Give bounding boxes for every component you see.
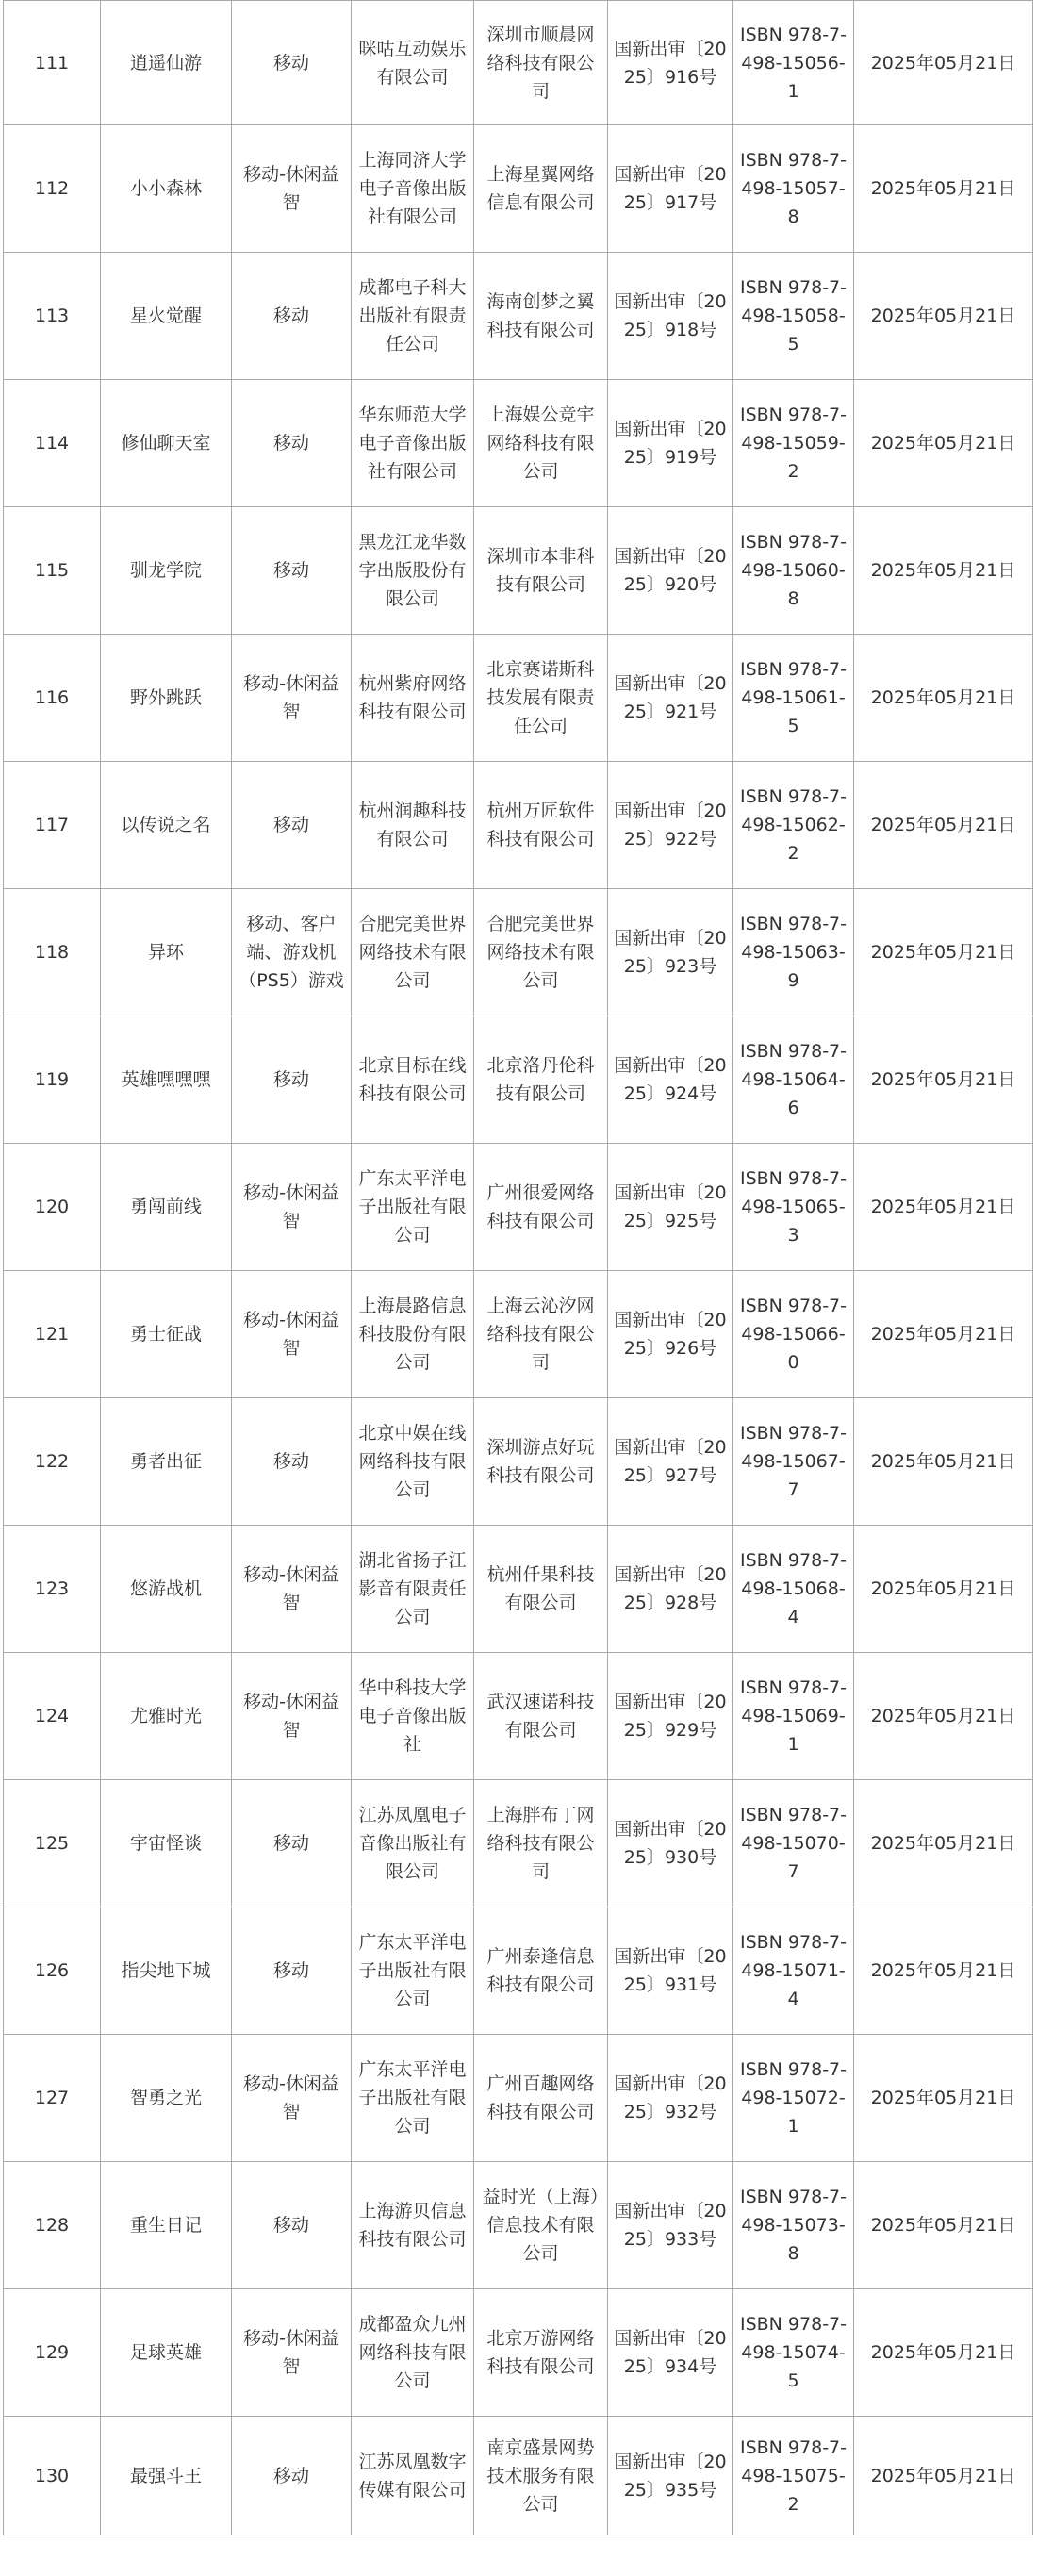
operator-cell: 上海娱公竞宇网络科技有限公司 [474, 380, 608, 507]
row-number-cell: 125 [4, 1780, 101, 1907]
approval-number-cell: 国新出审〔2025〕930号 [608, 1780, 733, 1907]
isbn-cell: ISBN 978-7-498-15062-2 [733, 762, 854, 889]
approval-number-cell: 国新出审〔2025〕929号 [608, 1653, 733, 1780]
approval-number-cell: 国新出审〔2025〕921号 [608, 635, 733, 762]
isbn-cell: ISBN 978-7-498-15057-8 [733, 125, 854, 253]
table-row [4, 1, 1033, 125]
operator-cell: 合肥完美世界网络技术有限公司 [474, 889, 608, 1016]
game-name-cell: 野外跳跃 [101, 635, 232, 762]
row-number-cell: 119 [4, 1016, 101, 1144]
row-number-cell: 117 [4, 762, 101, 889]
publisher-cell: 广东太平洋电子出版社有限公司 [352, 1144, 474, 1271]
game-type-cell: 移动-休闲益智 [232, 125, 352, 253]
game-type-cell: 移动 [232, 762, 352, 889]
game-name-cell: 英雄嘿嘿嘿 [101, 1016, 232, 1144]
approval-number-cell: 国新出审〔2025〕922号 [608, 762, 733, 889]
approval-date-cell: 2025年05月21日 [854, 635, 1033, 762]
approval-date-cell: 2025年05月21日 [854, 1398, 1033, 1526]
game-type-cell: 移动-休闲益智 [232, 1526, 352, 1653]
row-number-cell: 122 [4, 1398, 101, 1526]
isbn-cell: ISBN 978-7-498-15063-9 [733, 889, 854, 1016]
isbn-cell: ISBN 978-7-498-15073-8 [733, 2162, 854, 2289]
approval-number-cell: 国新出审〔2025〕926号 [608, 1271, 733, 1398]
operator-cell: 深圳市本非科技有限公司 [474, 507, 608, 635]
table-row [4, 762, 1033, 889]
table-row [4, 1780, 1033, 1907]
row-number-cell: 121 [4, 1271, 101, 1398]
publisher-cell: 江苏凤凰数字传媒有限公司 [352, 2417, 474, 2535]
approval-date-cell: 2025年05月21日 [854, 2289, 1033, 2417]
operator-cell: 深圳游点好玩科技有限公司 [474, 1398, 608, 1526]
approval-date-cell: 2025年05月21日 [854, 2162, 1033, 2289]
publisher-cell: 黑龙江龙华数字出版股份有限公司 [352, 507, 474, 635]
approval-date-cell: 2025年05月21日 [854, 2417, 1033, 2535]
isbn-cell: ISBN 978-7-498-15069-1 [733, 1653, 854, 1780]
table-row [4, 1907, 1033, 2035]
isbn-cell: ISBN 978-7-498-15066-0 [733, 1271, 854, 1398]
operator-cell: 南京盛景网势技术服务有限公司 [474, 2417, 608, 2535]
game-approval-table [3, 0, 1033, 2535]
game-type-cell: 移动 [232, 1, 352, 125]
row-number-cell: 116 [4, 635, 101, 762]
isbn-cell: ISBN 978-7-498-15060-8 [733, 507, 854, 635]
game-name-cell: 逍遥仙游 [101, 1, 232, 125]
approval-date-cell: 2025年05月21日 [854, 1016, 1033, 1144]
game-type-cell: 移动-休闲益智 [232, 1271, 352, 1398]
approval-date-cell: 2025年05月21日 [854, 1144, 1033, 1271]
isbn-cell: ISBN 978-7-498-15064-6 [733, 1016, 854, 1144]
publisher-cell: 成都盈众九州网络科技有限公司 [352, 2289, 474, 2417]
game-type-cell: 移动 [232, 507, 352, 635]
table-row [4, 2417, 1033, 2535]
approval-number-cell: 国新出审〔2025〕923号 [608, 889, 733, 1016]
game-name-cell: 小小森林 [101, 125, 232, 253]
game-type-cell: 移动 [232, 1016, 352, 1144]
table-row [4, 2035, 1033, 2162]
isbn-cell: ISBN 978-7-498-15067-7 [733, 1398, 854, 1526]
row-number-cell: 120 [4, 1144, 101, 1271]
game-name-cell: 星火觉醒 [101, 253, 232, 380]
game-name-cell: 勇闯前线 [101, 1144, 232, 1271]
operator-cell: 广州泰逢信息科技有限公司 [474, 1907, 608, 2035]
approval-date-cell: 2025年05月21日 [854, 1780, 1033, 1907]
approval-number-cell: 国新出审〔2025〕924号 [608, 1016, 733, 1144]
isbn-cell: ISBN 978-7-498-15059-2 [733, 380, 854, 507]
publisher-cell: 华东师范大学电子音像出版社有限公司 [352, 380, 474, 507]
game-type-cell: 移动、客户端、游戏机（PS5）游戏 [232, 889, 352, 1016]
game-name-cell: 重生日记 [101, 2162, 232, 2289]
table-row [4, 1144, 1033, 1271]
game-name-cell: 悠游战机 [101, 1526, 232, 1653]
game-type-cell: 移动 [232, 2162, 352, 2289]
approval-number-cell: 国新出审〔2025〕933号 [608, 2162, 733, 2289]
approval-date-cell: 2025年05月21日 [854, 507, 1033, 635]
approval-number-cell: 国新出审〔2025〕918号 [608, 253, 733, 380]
approval-date-cell: 2025年05月21日 [854, 1653, 1033, 1780]
game-name-cell: 最强斗王 [101, 2417, 232, 2535]
table-row [4, 125, 1033, 253]
row-number-cell: 128 [4, 2162, 101, 2289]
isbn-cell: ISBN 978-7-498-15068-4 [733, 1526, 854, 1653]
table-body [4, 1, 1033, 2535]
approval-date-cell: 2025年05月21日 [854, 889, 1033, 1016]
game-type-cell: 移动 [232, 1907, 352, 2035]
game-name-cell: 勇者出征 [101, 1398, 232, 1526]
table-row [4, 2289, 1033, 2417]
approval-number-cell: 国新出审〔2025〕919号 [608, 380, 733, 507]
publisher-cell: 北京中娱在线网络科技有限公司 [352, 1398, 474, 1526]
approval-date-cell: 2025年05月21日 [854, 125, 1033, 253]
isbn-cell: ISBN 978-7-498-15071-4 [733, 1907, 854, 2035]
game-name-cell: 以传说之名 [101, 762, 232, 889]
row-number-cell: 126 [4, 1907, 101, 2035]
publisher-cell: 广东太平洋电子出版社有限公司 [352, 2035, 474, 2162]
publisher-cell: 上海游贝信息科技有限公司 [352, 2162, 474, 2289]
table-row [4, 635, 1033, 762]
approval-number-cell: 国新出审〔2025〕925号 [608, 1144, 733, 1271]
isbn-cell: ISBN 978-7-498-15058-5 [733, 253, 854, 380]
game-name-cell: 指尖地下城 [101, 1907, 232, 2035]
operator-cell: 海南创梦之翼科技有限公司 [474, 253, 608, 380]
row-number-cell: 129 [4, 2289, 101, 2417]
operator-cell: 北京万游网络科技有限公司 [474, 2289, 608, 2417]
approval-date-cell: 2025年05月21日 [854, 2035, 1033, 2162]
row-number-cell: 123 [4, 1526, 101, 1653]
approval-number-cell: 国新出审〔2025〕931号 [608, 1907, 733, 2035]
isbn-cell: ISBN 978-7-498-15070-7 [733, 1780, 854, 1907]
game-type-cell: 移动-休闲益智 [232, 2035, 352, 2162]
isbn-cell: ISBN 978-7-498-15061-5 [733, 635, 854, 762]
operator-cell: 杭州仟果科技有限公司 [474, 1526, 608, 1653]
game-name-cell: 修仙聊天室 [101, 380, 232, 507]
publisher-cell: 合肥完美世界网络技术有限公司 [352, 889, 474, 1016]
game-name-cell: 宇宙怪谈 [101, 1780, 232, 1907]
approval-number-cell: 国新出审〔2025〕916号 [608, 1, 733, 125]
table-row [4, 1271, 1033, 1398]
approval-date-cell: 2025年05月21日 [854, 1907, 1033, 2035]
game-type-cell: 移动 [232, 1398, 352, 1526]
game-name-cell: 勇士征战 [101, 1271, 232, 1398]
operator-cell: 武汉速诺科技有限公司 [474, 1653, 608, 1780]
game-type-cell: 移动 [232, 253, 352, 380]
approval-number-cell: 国新出审〔2025〕928号 [608, 1526, 733, 1653]
publisher-cell: 北京目标在线科技有限公司 [352, 1016, 474, 1144]
publisher-cell: 咪咕互动娱乐有限公司 [352, 1, 474, 125]
approval-date-cell: 2025年05月21日 [854, 380, 1033, 507]
approval-number-cell: 国新出审〔2025〕934号 [608, 2289, 733, 2417]
operator-cell: 北京洛丹伦科技有限公司 [474, 1016, 608, 1144]
approval-number-cell: 国新出审〔2025〕932号 [608, 2035, 733, 2162]
table-row [4, 2162, 1033, 2289]
game-name-cell: 智勇之光 [101, 2035, 232, 2162]
operator-cell: 上海云沁汐网络科技有限公司 [474, 1271, 608, 1398]
game-type-cell: 移动 [232, 2417, 352, 2535]
approval-number-cell: 国新出审〔2025〕935号 [608, 2417, 733, 2535]
isbn-cell: ISBN 978-7-498-15075-2 [733, 2417, 854, 2535]
isbn-cell: ISBN 978-7-498-15074-5 [733, 2289, 854, 2417]
isbn-cell: ISBN 978-7-498-15065-3 [733, 1144, 854, 1271]
operator-cell: 益时光（上海）信息技术有限公司 [474, 2162, 608, 2289]
publisher-cell: 江苏凤凰电子音像出版社有限公司 [352, 1780, 474, 1907]
approval-date-cell: 2025年05月21日 [854, 1526, 1033, 1653]
approval-date-cell: 2025年05月21日 [854, 1271, 1033, 1398]
row-number-cell: 118 [4, 889, 101, 1016]
table-row [4, 1016, 1033, 1144]
table-row [4, 507, 1033, 635]
operator-cell: 深圳市顺晨网络科技有限公司 [474, 1, 608, 125]
approval-date-cell: 2025年05月21日 [854, 253, 1033, 380]
publisher-cell: 上海同济大学电子音像出版社有限公司 [352, 125, 474, 253]
row-number-cell: 124 [4, 1653, 101, 1780]
publisher-cell: 上海晨路信息科技股份有限公司 [352, 1271, 474, 1398]
row-number-cell: 114 [4, 380, 101, 507]
publisher-cell: 杭州紫府网络科技有限公司 [352, 635, 474, 762]
publisher-cell: 杭州润趣科技有限公司 [352, 762, 474, 889]
approval-number-cell: 国新出审〔2025〕917号 [608, 125, 733, 253]
operator-cell: 广州很爱网络科技有限公司 [474, 1144, 608, 1271]
row-number-cell: 113 [4, 253, 101, 380]
row-number-cell: 127 [4, 2035, 101, 2162]
table-row [4, 889, 1033, 1016]
operator-cell: 上海胖布丁网络科技有限公司 [474, 1780, 608, 1907]
approval-number-cell: 国新出审〔2025〕920号 [608, 507, 733, 635]
row-number-cell: 130 [4, 2417, 101, 2535]
publisher-cell: 成都电子科大出版社有限责任公司 [352, 253, 474, 380]
row-number-cell: 112 [4, 125, 101, 253]
game-type-cell: 移动 [232, 380, 352, 507]
game-type-cell: 移动-休闲益智 [232, 2289, 352, 2417]
table-row [4, 1526, 1033, 1653]
game-type-cell: 移动-休闲益智 [232, 1653, 352, 1780]
isbn-cell: ISBN 978-7-498-15072-1 [733, 2035, 854, 2162]
game-type-cell: 移动-休闲益智 [232, 635, 352, 762]
game-name-cell: 足球英雄 [101, 2289, 232, 2417]
game-name-cell: 驯龙学院 [101, 507, 232, 635]
row-number-cell: 111 [4, 1, 101, 125]
operator-cell: 广州百趣网络科技有限公司 [474, 2035, 608, 2162]
publisher-cell: 广东太平洋电子出版社有限公司 [352, 1907, 474, 2035]
approval-number-cell: 国新出审〔2025〕927号 [608, 1398, 733, 1526]
approval-date-cell: 2025年05月21日 [854, 1, 1033, 125]
operator-cell: 杭州万匠软件科技有限公司 [474, 762, 608, 889]
table-row [4, 380, 1033, 507]
publisher-cell: 湖北省扬子江影音有限责任公司 [352, 1526, 474, 1653]
row-number-cell: 115 [4, 507, 101, 635]
game-type-cell: 移动 [232, 1780, 352, 1907]
table-row [4, 1653, 1033, 1780]
table-row [4, 1398, 1033, 1526]
operator-cell: 北京赛诺斯科技发展有限责任公司 [474, 635, 608, 762]
operator-cell: 上海星翼网络信息有限公司 [474, 125, 608, 253]
game-type-cell: 移动-休闲益智 [232, 1144, 352, 1271]
table-row [4, 253, 1033, 380]
approval-date-cell: 2025年05月21日 [854, 762, 1033, 889]
publisher-cell: 华中科技大学电子音像出版社 [352, 1653, 474, 1780]
game-name-cell: 异环 [101, 889, 232, 1016]
game-name-cell: 尤雅时光 [101, 1653, 232, 1780]
isbn-cell: ISBN 978-7-498-15056-1 [733, 1, 854, 125]
